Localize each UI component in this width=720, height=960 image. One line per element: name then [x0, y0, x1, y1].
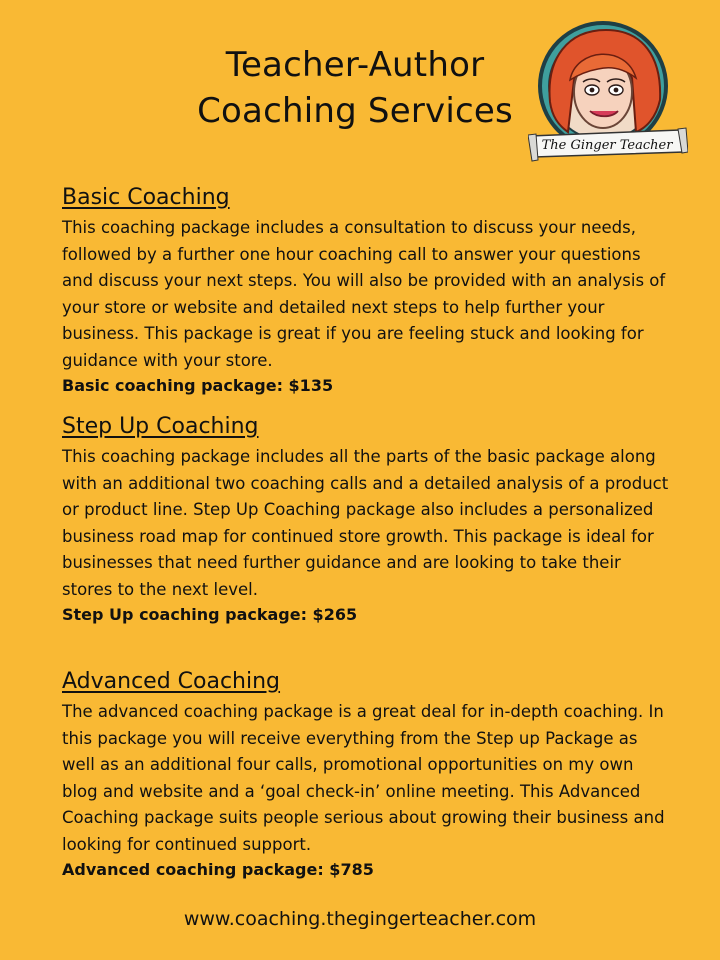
website-url: www.coaching.thegingerteacher.com — [183, 908, 537, 930]
logo-banner-text: The Ginger Teacher — [541, 138, 673, 153]
title-line-2: Coaching Services — [197, 91, 513, 131]
basic-coaching-section — [62, 184, 672, 398]
page-title — [195, 42, 515, 134]
step-up-coaching-section — [62, 413, 672, 627]
advanced-coaching-heading: Advanced Coaching — [62, 669, 281, 694]
ginger-teacher-avatar-icon — [528, 20, 688, 165]
basic-coaching-heading: Basic Coaching — [62, 185, 230, 210]
advanced-coaching-price: Advanced coaching package: $785 — [62, 860, 374, 879]
step-up-coaching-description: This coaching package includes all the parts of the basic package along with an additional two coaching calls and a detailed analysis of a product or product line. Step Up Coaching package also includes a personalized business road map for continued store growth. This package is ideal for businesses that need further guidance and are looking to take their stores to the next level. — [62, 447, 669, 599]
step-up-coaching-price: Step Up coaching package: $265 — [62, 605, 358, 624]
advanced-coaching-description: The advanced coaching package is a great deal for in-depth coaching. In this package you will receive everything from the Step up Package as well as an additional four calls, promotional opportunities on my own blog and website and a ‘goal check-in’ online meeting. This Advanced Coaching package suits people serious about growing their business and looking for continued support. — [62, 702, 665, 854]
basic-coaching-description: This coaching package includes a consultation to discuss your needs, followed by a further one hour coaching call to answer your questions and discuss your next steps. You will also be provided with an analysis of your store or website and detailed next steps to help further your business. This package is great if you are feeling stuck and looking for guidance with your store. — [62, 218, 666, 370]
ginger-teacher-logo — [528, 20, 688, 165]
step-up-coaching-heading: Step Up Coaching — [62, 414, 259, 439]
title-line-1: Teacher-Author — [225, 45, 485, 85]
basic-coaching-price: Basic coaching package: $135 — [62, 376, 334, 395]
advanced-coaching-section — [62, 668, 672, 882]
